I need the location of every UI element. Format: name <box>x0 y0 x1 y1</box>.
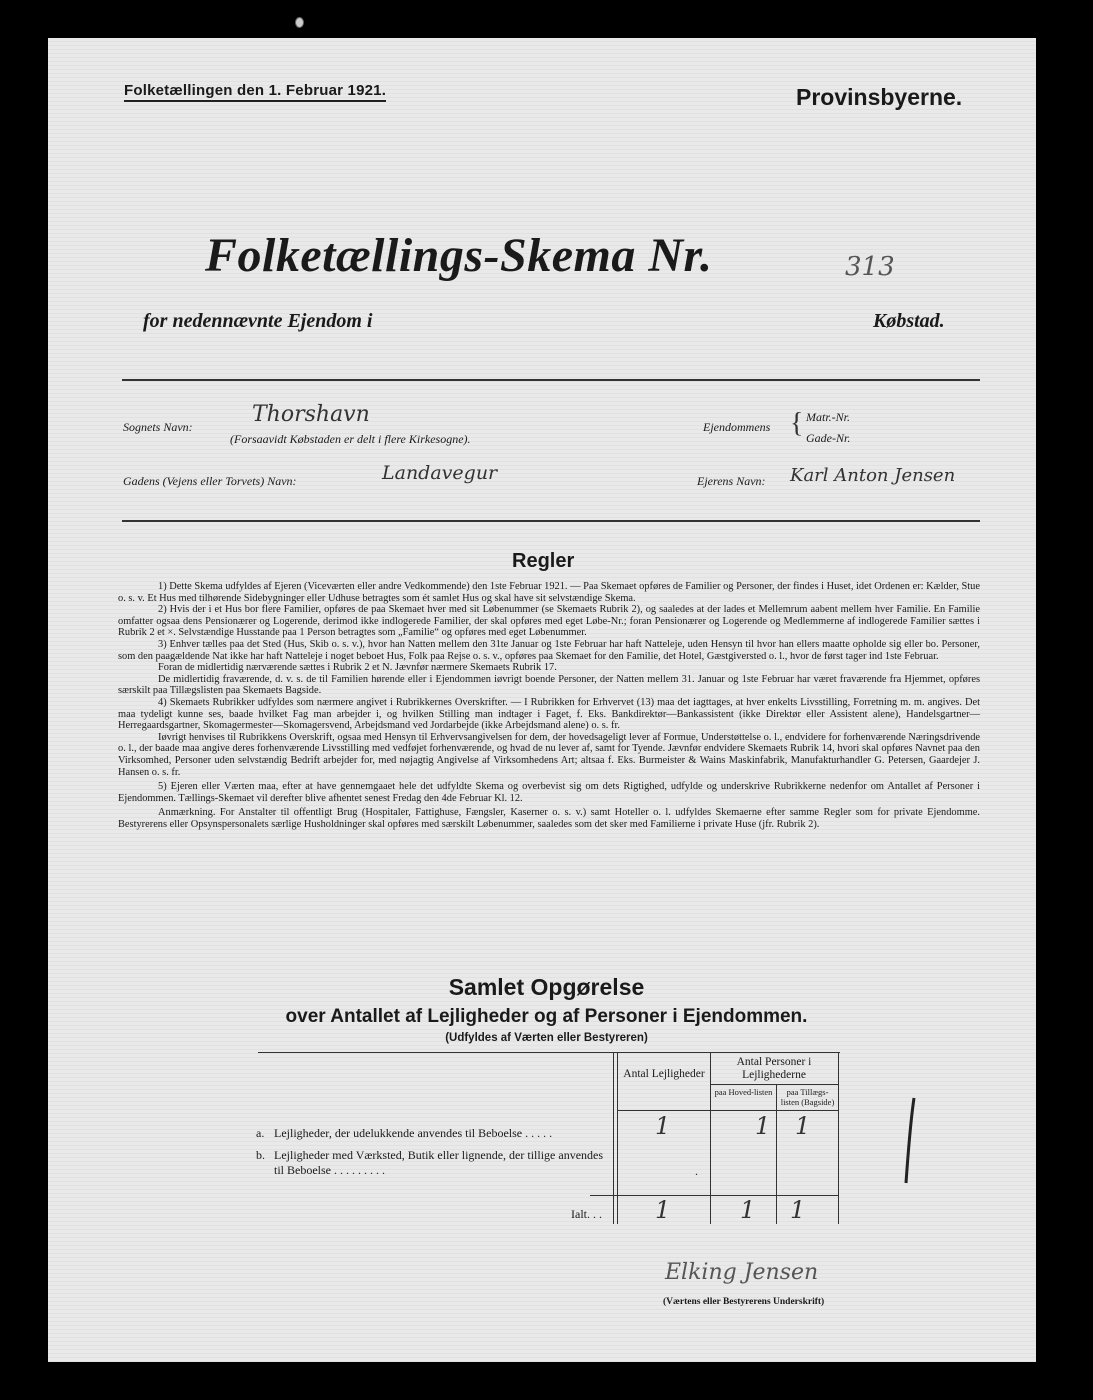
gade-label: Gadens (Vejens eller Torvets) Navn: <box>123 474 297 488</box>
table-head-line <box>617 1110 838 1111</box>
summary-note: (Udfyldes af Værten eller Bestyreren) <box>445 1032 648 1044</box>
sogn-value: Thorshavn <box>252 402 370 427</box>
table-vline <box>838 1052 839 1224</box>
summary-title: Samlet Opgørelse <box>448 974 645 1000</box>
brace-icon: { <box>790 408 804 439</box>
col-tillaeg-header: paa Tillægs-listen (Bagside) <box>780 1087 835 1107</box>
table-vline <box>776 1084 777 1224</box>
sogn-label: Sognets Navn: <box>123 420 193 434</box>
rule-paragraph: 5) Ejeren eller Værten maa, efter at have gennemgaaet hele det udfyldte Skema og overbevist sig om dets Rigtighed, udfylde og underskrive Rubrikkerne nedenfor om Antallet af Personer i Ejendommen. Tællings-Skemaet vil derefter blive afhentet senest Fredag den 4de Februar Kl. 12. <box>118 781 980 804</box>
sogn-note: (Forsaavidt Købstaden er delt i flere Kirkesogne). <box>230 432 471 446</box>
col-hoved-header: paa Hoved-listen <box>714 1087 773 1097</box>
rule-paragraph: Foran de midlertidig nærværende sættes i Rubrik 2 et N. Jævnfør nærmere Skemaets Rubrik 17. <box>158 662 557 674</box>
table-vline <box>710 1052 711 1224</box>
ejer-label: Ejerens Navn: <box>697 474 766 488</box>
margin-pen-stroke <box>900 1095 920 1187</box>
rules-heading: Regler <box>512 550 575 572</box>
form-number-handwritten: 313 <box>845 252 895 282</box>
rules-text <box>118 581 980 830</box>
row-a-tillaeg: 1 <box>795 1112 811 1140</box>
divider-top <box>122 379 980 381</box>
rule-paragraph: 4) Skemaets Rubrikker udfyldes som nærmere angivet i Rubrikkernes Overskrifter. — I Rubrikken for Erhvervet (13) maa det iagttages, at hver enkelts Livsstilling, Forretning m. m. angives. Det maa tydeligt kunne ses, baade hvilket Fag man arbejder i, og hvilken Stilling man indtager i Faget, f. Eks. Bankdirektør—Bankassistent (ikke Direktør eller Assistent alene), Handelsgartner—Herregaardsgartner, Skomagermester—Skomagersvend, Arbejdsmand ved Jordarbejde (ikke Arbejdsmand alene) o. s. fr. <box>118 696 980 732</box>
total-antal: 1 <box>655 1196 671 1224</box>
ejer-value: Karl Anton Jensen <box>790 465 956 486</box>
rule-note: Anmærkning. For Anstalter til offentligt Brug (Hospitaler, Fattighuse, Fængsler, Kaserner o. s. v.) samt Hoteller o. l. udfyldes Skemaerne efter samme Regler som for private Ejendomme. Bestyrerens eller Opsynspersonalets særlige Husholdninger skal opføres med særskilt Løbenummer, saaledes som det sker med Familierne i private Huse (jfr. Rubrik 2). <box>118 807 980 830</box>
matr-label: Matr.-Nr. <box>806 410 851 424</box>
form-title: Folketællings-Skema Nr. <box>205 229 713 282</box>
row-b-letter: b. <box>256 1148 265 1162</box>
form-subtitle: for nedennævnte Ejendom i <box>143 310 373 332</box>
row-a-antal: 1 <box>655 1112 671 1140</box>
rule-paragraph: Iøvrigt henvises til Rubrikkens Overskrift, ogsaa med Hensyn til Erhvervsangivelsen for dem, der hovedsageligt lever af Formue, Understøttelse o. l., endvidere for forhenværende Næringsdrivende o. l., der baade maa angive deres forhenværende Livsstilling med vedføjet forhenværende, og hvad de nu lever af, samt for Tyende. Jævnfør endvidere Skemaets Rubrik 14, hvori skal opføres Navnet paa den Virksomhed, Personer uden selvstændig Bedrift arbejder for, med nøjagtig Angivelse af Virksomhedens Art; altsaa f. Eks. Burmeister & Wains Maskinfabrik, Manufakturhandler G. Petersen, Gaardejer J. Hansen o. s. fr. <box>118 731 980 778</box>
total-label: Ialt. . . <box>571 1207 602 1221</box>
region-label: Provinsbyerne. <box>796 84 963 110</box>
row-b-antal: . <box>695 1164 698 1178</box>
col-personer-header: Antal Personer i Lejlighederne <box>736 1056 812 1081</box>
row-a-hoved: 1 <box>755 1112 771 1140</box>
row-a-letter: a. <box>256 1126 265 1140</box>
rule-paragraph: De midlertidig fraværende, d. v. s. de til Familien hørende eller i Ejendommen iøvrigt boende Personer, der Natten mellem 31. Januar og 1ste Februar har været fraværende fra Hjemmet, opføres særskilt paa Tillægslisten paa Skemaets Bagside. <box>118 673 980 697</box>
kobstad-label: Købstad. <box>873 310 945 332</box>
gade-value: Landavegur <box>382 462 498 484</box>
total-tillaeg: 1 <box>790 1196 806 1224</box>
total-hoved: 1 <box>740 1196 756 1224</box>
rule-paragraph: 3) Enhver tælles paa det Sted (Hus, Skib o. s. v.), hvor han Natten mellem den 31te Januar og 1ste Februar har haft Natteleje, uden Hensyn til hvor han ellers maatte opholde sig eller bo. Personer, som den paagældende Nat ikke har haft Natteleje i noget beboet Hus, Folk paa Rejse o. s. v., opføres paa Skemaet for den Familie, det Hotel, Gæstgiversted o. l., hvor de først tager ind 1ste Februar. <box>118 638 980 662</box>
gade-nr-label: Gade-Nr. <box>806 431 851 445</box>
row-a-text: Lejligheder, der udelukkende anvendes til Beboelse . . . . . <box>274 1126 553 1140</box>
table-vline <box>617 1052 618 1224</box>
rule-paragraph: 2) Hvis der i et Hus bor flere Familier, opføres de paa Skemaet hver med sit Løbenummer (se Skemaets Rubrik 2), og saaledes at der lades et Mellemrum aabent mellem hver Familie. En Familie omfatter ogsaa dens Pensionærer og Logerende, derimod ikke indlogerede Familier, der skal opføres med eget Løbe-Nr.; foran Pensionærer og Logerende og Medlemmerne af indlogerede Familier sættes i Rubrik 2 et ×. Selvstændige Husstande paa 1 Person betragtes som „Familie“ og opføres med eget Løbenummer. <box>118 604 980 639</box>
signature-handwritten: Elking Jensen <box>665 1260 819 1285</box>
summary-subtitle: over Antallet af Lejligheder og af Personer i Ejendommen. <box>285 1006 808 1027</box>
row-b-text: Lejligheder med Værksted, Butik eller lignende, der tillige anvendes til Beboelse . . . . . . . . . <box>274 1148 604 1177</box>
table-vline <box>613 1052 614 1224</box>
divider-fields <box>122 520 980 522</box>
signature-caption: (Værtens eller Bestyrerens Underskrift) <box>663 1297 825 1307</box>
table-top-line <box>258 1052 840 1053</box>
punch-hole <box>295 17 304 28</box>
ejendom-label: Ejendommens <box>703 420 771 434</box>
col-antal-header: Antal Lejligheder <box>623 1068 705 1080</box>
table-subhead-line <box>710 1084 838 1085</box>
census-date-label: Folketællingen den 1. Februar 1921. <box>124 82 386 102</box>
rule-paragraph: 1) Dette Skema udfyldes af Ejeren (Viceværten eller andre Vedkommende) den 1ste Februar 1921. — Paa Skemaet opføres de Familier og Personer, der findes i Huset, idet Ordenen er: Kælder, Stue o. s. v. Et Hus med tilhørende Sidebygninger eller Udhuse betragtes som ét samlet Hus og skal have sit selvstændige Skema. <box>118 581 980 604</box>
